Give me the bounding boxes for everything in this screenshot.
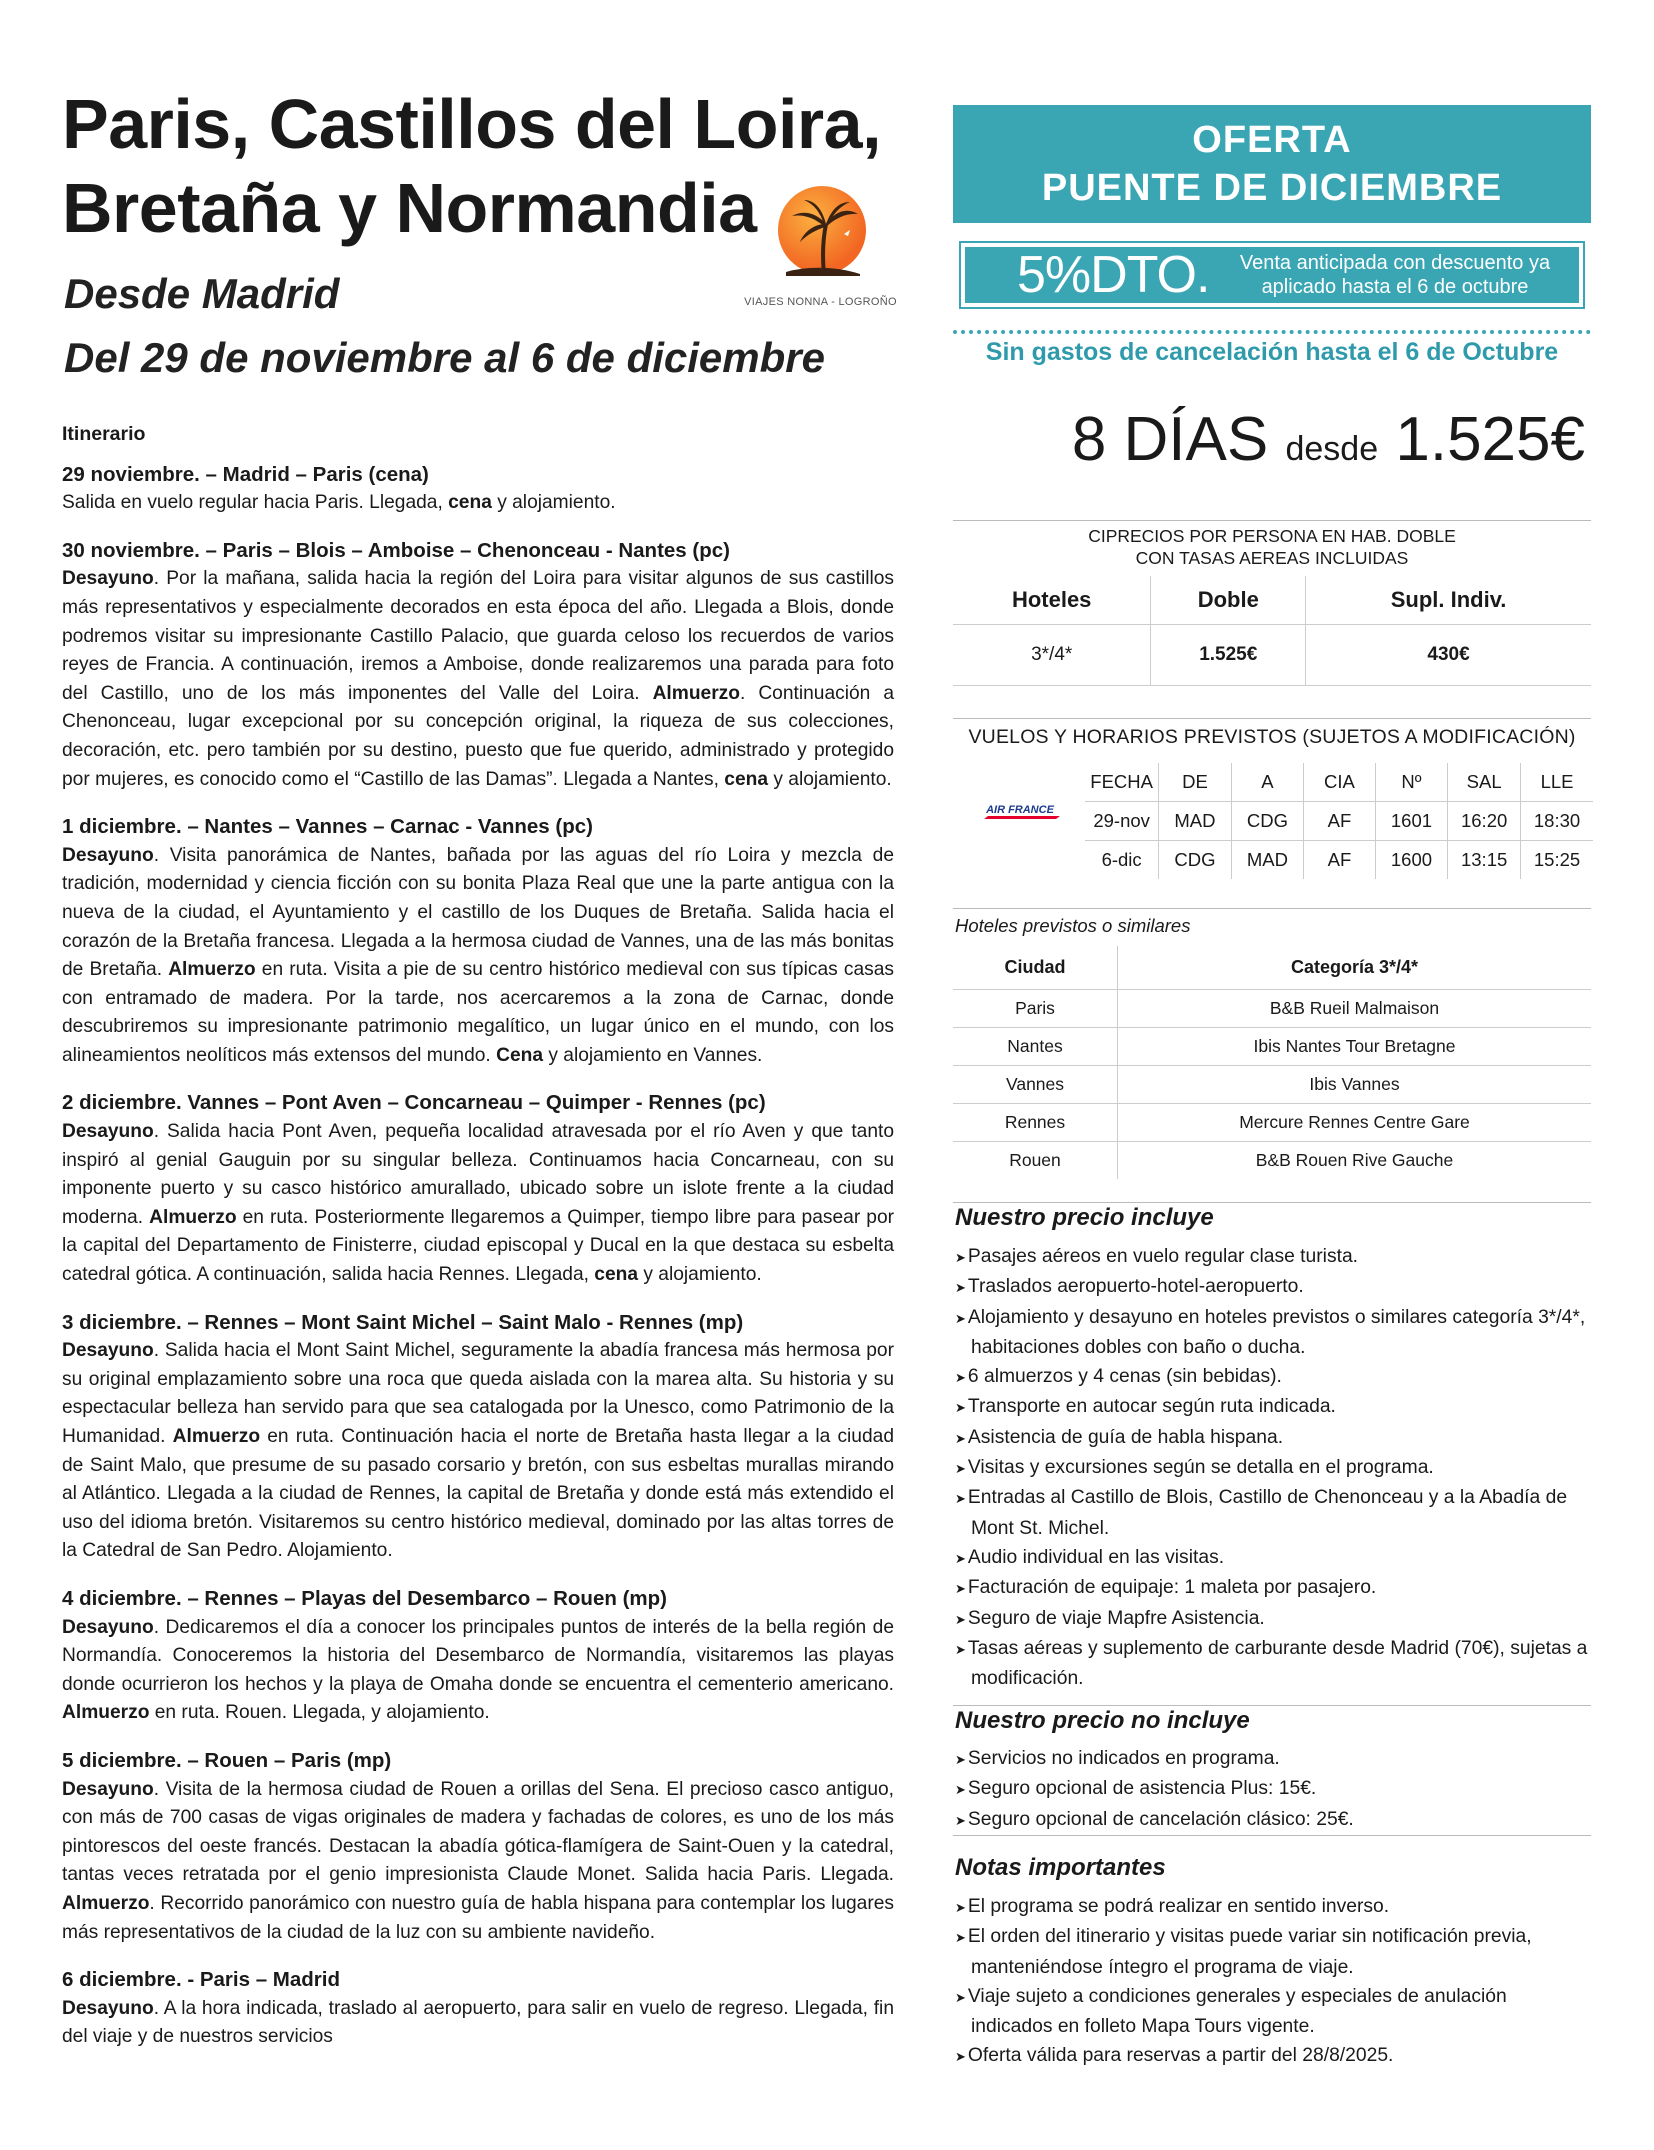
table-cell: 16:20 [1448, 802, 1521, 841]
divider [953, 908, 1591, 909]
day-description: Desayuno. Visita panorámica de Nantes, bañada por las aguas del río Loira y mezcla de tradición, modernidad y ciencia ficción con su bonita Plaza Real que une la parte antigua con la nueva de la ciudad, el Ayuntamiento y el castillo de los Duques de Bretaña. Salida hacia el corazón de la Bretaña francesa. Llegada a la hermosa ciudad de Vannes, una de las más bonitas de Bretaña. Almuerzo en ruta. Visita a pie de su centro histórico medieval con sus típicas casas con entramado de madera. Por la tarde, nos acercaremos a la zona de Carnac, donde descubriremos su impresionante patrimonio megalítico, un lugar único en el mundo, con los alineamientos neolíticos más extensos del mundo. Cena y alojamiento en Vannes. [62, 844, 894, 1066]
list-item: ➤ Traslados aeropuerto-hotel-aeropuerto. [955, 1272, 1591, 1302]
divider [953, 1835, 1591, 1836]
agency-logo [728, 186, 913, 316]
table-header-row [953, 576, 1591, 625]
table-cell: Mercure Rennes Centre Gare [1118, 1104, 1592, 1142]
list-item: ➤ Alojamiento y desayuno en hoteles previstos o similares categoría 3*/4*, habitaciones dobles con baño o ducha. [955, 1303, 1591, 1363]
day-description: Desayuno. A la hora indicada, traslado al aeropuerto, para salir en vuelo de regreso. Llegada, fin del viaje y de nuestros servicios [62, 1997, 894, 2048]
offer-name: PUENTE DE DICIEMBRE [1041, 167, 1503, 209]
logo-text: VIAJES NONNA - LOGROÑO [744, 296, 897, 308]
day-description: Desayuno. Dedicaremos el día a conocer los principales puntos de interés de la bella región de Normandía. Conoceremos la historia del Desembarco de Normandía, visitaremos las playas donde ocurrieron los hechos y la playa de Omaha donde se encuentra el cementerio americano. Almuerzo en ruta. Rouen. Llegada, y alojamiento. [62, 1616, 894, 1724]
list-item: ➤ Seguro de viaje Mapfre Asistencia. [955, 1604, 1591, 1634]
table-cell: 430€ [1306, 625, 1591, 686]
table-cell: 3*/4* [953, 625, 1151, 686]
offer-banner [953, 105, 1591, 223]
day-title: 30 noviembre. – Paris – Blois – Amboise – Chenonceau - Nantes (pc) [62, 538, 730, 562]
day-title: 4 diciembre. – Rennes – Playas del Desembarco – Rouen (mp) [62, 1586, 667, 1610]
list-item: ➤ Seguro opcional de cancelación clásico: 25€. [955, 1805, 1591, 1835]
itinerary-day [62, 537, 894, 794]
divider [953, 520, 1591, 521]
list-item: ➤ 6 almuerzos y 4 cenas (sin bebidas). [955, 1362, 1591, 1392]
title-line-1: Paris, Castillos del Loira, [62, 85, 882, 163]
air-france-logo [968, 802, 1072, 822]
day-title: 6 diciembre. - Paris – Madrid [62, 1968, 340, 1992]
table-cell: MAD [1159, 802, 1231, 841]
discount-percent: 5%DTO. [1017, 246, 1210, 304]
table-row [1085, 841, 1593, 880]
column-header: SAL [1448, 763, 1521, 802]
day-description: Desayuno. Salida hacia Pont Aven, pequeña localidad atravesada por el río Aven y que tanto inspiró al genial Gauguin por su singular belleza. Continuamos hacia Concarneau, con su imponente puerto y su casco histórico amurallado, ubicado sobre un islote frente a la ciudad moderna. Almuerzo en ruta. Posteriormente llegaremos a Quimper, tiempo libre para pasear por la capital del Departamento de Finisterre, ciudad episcopal y Ducal en la que destaca su esbelta catedral gótica. A continuación, salida hacia Rennes. Llegada, cena y alojamiento. [62, 1121, 895, 1286]
divider [953, 718, 1591, 719]
list-item: ➤ Facturación de equipaje: 1 maleta por pasajero. [955, 1573, 1591, 1603]
day-title: 29 noviembre. – Madrid – Paris (cena) [62, 462, 429, 486]
list-item: ➤ Seguro opcional de asistencia Plus: 15€. [955, 1774, 1591, 1804]
table-cell: Nantes [953, 1028, 1118, 1066]
origin-subtitle: Desde Madrid [64, 270, 340, 317]
list-item: ➤ Pasajes aéreos en vuelo regular clase turista. [955, 1242, 1591, 1272]
airline-name: AIR FRANCE [986, 804, 1054, 816]
prices-caption-line: CIPRECIOS POR PERSONA EN HAB. DOBLE [1088, 526, 1456, 546]
day-description: Salida en vuelo regular hacia Paris. Llegada, cena y alojamiento. [62, 492, 616, 514]
table-header-row [1085, 763, 1593, 802]
column-header: Categoría 3*/4* [1290, 957, 1419, 977]
table-cell: Ibis Vannes [1118, 1066, 1592, 1104]
column-header: Doble [1151, 576, 1306, 625]
divider [953, 1705, 1591, 1706]
includes-title: Nuestro precio incluye [955, 1204, 1214, 1231]
price-amount: 1.525€ [1395, 405, 1585, 474]
column-header: DE [1159, 763, 1231, 802]
prices-caption-line: CON TASAS AEREAS INCLUIDAS [1135, 548, 1409, 568]
table-row [953, 1066, 1591, 1104]
list-item: ➤ El programa se podrá realizar en sentido inverso. [955, 1892, 1591, 1922]
list-item: ➤ Oferta válida para reservas a partir del 28/8/2025. [955, 2041, 1591, 2071]
price-headline [953, 400, 1585, 489]
list-item: ➤ Viaje sujeto a condiciones generales y especiales de anulación indicados en folleto Mapa Tours vigente. [955, 1982, 1591, 2042]
excludes-title: Nuestro precio no incluye [955, 1707, 1250, 1734]
excludes-list [955, 1744, 1591, 1835]
table-cell: Vannes [953, 1066, 1118, 1104]
day-title: 1 diciembre. – Nantes – Vannes – Carnac - Vannes (pc) [62, 815, 593, 839]
flights-caption: VUELOS Y HORARIOS PREVISTOS (SUJETOS A MODIFICACIÓN) [968, 726, 1576, 748]
dates-subtitle: Del 29 de noviembre al 6 de diciembre [64, 334, 825, 381]
itinerary-day [62, 1585, 894, 1728]
table-cell: 13:15 [1448, 841, 1521, 880]
list-item: ➤ Transporte en autocar según ruta indicada. [955, 1392, 1591, 1422]
itinerary-day [62, 1089, 894, 1289]
table-cell: CDG [1231, 802, 1303, 841]
table-cell: B&B Rouen Rive Gauche [1118, 1142, 1592, 1180]
prices-caption [953, 525, 1591, 569]
no-cancellation-note: Sin gastos de cancelación hasta el 6 de Octubre [985, 338, 1559, 366]
title-line-2: Bretaña y Normandia [62, 169, 757, 247]
palm-tree-icon [786, 194, 860, 276]
hotels-caption: Hoteles previstos o similares [955, 915, 1191, 936]
day-title: 2 diciembre. Vannes – Pont Aven – Concarneau – Quimper - Rennes (pc) [62, 1091, 766, 1115]
table-cell: 6-dic [1085, 841, 1159, 880]
itinerary-day [62, 1309, 894, 1566]
table-cell: Rouen [953, 1142, 1118, 1180]
discount-box [959, 241, 1585, 309]
list-item: ➤ Tasas aéreas y suplemento de carburante desde Madrid (70€), sujetas a modificación. [955, 1634, 1591, 1694]
column-header: Hoteles [1011, 587, 1092, 612]
day-description: Desayuno. Por la mañana, salida hacia la región del Loira para visitar algunos de sus castillos más representativos y especialmente decorados en esta época del año. Llegada a Blois, donde podremos visitar su impresionante Castillo Palacio, que guarda celoso los recuerdos de varios reyes de Francia. A continuación, iremos a Amboise, donde realizaremos una parada para foto del Castillo, uno de los más imponentes del Valle del Loira. Almuerzo. Continuación a Chenonceau, lugar excepcional por su concepción original, la riqueza de sus colecciones, decoración, etc. pero también por su destino, puesto que fue querido, administrado y protegido por mujeres, es conocido como el “Castillo de las Damas”. Llegada a Nantes, cena y alojamiento. [62, 568, 894, 790]
column-header: A [1231, 763, 1303, 802]
table-cell: 1600 [1375, 841, 1447, 880]
itinerary-day [62, 461, 894, 518]
table-cell: Rennes [953, 1104, 1118, 1142]
itinerary-day [62, 1966, 894, 2052]
discount-description: Venta anticipada con descuento ya aplicado hasta el 6 de octubre [1239, 252, 1551, 298]
table-row [1085, 802, 1593, 841]
discount-box-inner [965, 247, 1579, 303]
day-title: 5 diciembre. – Rouen – Paris (mp) [62, 1748, 392, 1772]
hotels-table [953, 946, 1591, 1179]
table-cell: 29-nov [1085, 802, 1159, 841]
list-item: ➤ Audio individual en las visitas. [955, 1543, 1591, 1573]
prices-table [953, 576, 1591, 686]
trip-duration: 8 DÍAS [1071, 405, 1269, 474]
table-cell: 18:30 [1521, 802, 1593, 841]
column-header: FECHA [1090, 771, 1153, 792]
day-title: 3 diciembre. – Rennes – Mont Saint Michel – Saint Malo - Rennes (mp) [62, 1310, 744, 1334]
table-row [953, 1104, 1591, 1142]
offer-label: OFERTA [1192, 119, 1352, 161]
column-header: CIA [1304, 763, 1376, 802]
table-cell: Paris [953, 990, 1118, 1028]
column-header: LLE [1521, 763, 1593, 802]
list-item: ➤ Visitas y excursiones según se detalla en el programa. [955, 1453, 1591, 1483]
day-description: Desayuno. Salida hacia el Mont Saint Michel, seguramente la abadía francesa más hermosa por su original emplazamiento sobre una roca que queda aislada con la marea alta. Su historia y su espectacular belleza han servido para que sea catalogada por la Unesco, como Patrimonio de la Humanidad. Almuerzo en ruta. Continuación hacia el norte de Bretaña hasta llegar a la ciudad de Saint Malo, que presume de su pasado corsario y bretón, con sus esbeltas murallas mirando al Atlántico. Llegada a la ciudad de Rennes, la capital de Bretaña y donde está más extendido el uso del idioma bretón. Visitaremos su centro histórico medieval, dominado por las altas torres de la Catedral de San Pedro. Alojamiento. [62, 1340, 894, 1562]
list-item: ➤ El orden del itinerario y visitas puede variar sin notificación previa, manteniéndose íntegro el programa de viaje. [955, 1922, 1591, 1982]
table-cell: AF [1304, 802, 1376, 841]
table-header-row [953, 946, 1591, 990]
day-description: Desayuno. Visita de la hermosa ciudad de Rouen a orillas del Sena. El precioso casco antiguo, con más de 700 casas de vigas originales de madera y fachadas de colores, es uno de los más pintorescos del oeste francés. Destacan la abadía gótica-flamígera de Saint-Ouen y la catedral, tantas veces retratada por el genio impresionista Claude Monet. Salida hacia Paris. Llegada. Almuerzo. Recorrido panorámico con nuestro guía de habla hispana para contemplar los lugares más representativos de la ciudad de la luz con su ambiente navideño. [62, 1778, 894, 1943]
table-row [953, 625, 1591, 686]
itinerary-day [62, 813, 894, 1070]
table-cell: 15:25 [1521, 841, 1593, 880]
dotted-divider [953, 330, 1591, 334]
column-header: Ciudad [953, 946, 1118, 990]
table-cell: MAD [1231, 841, 1303, 880]
itinerary-day [62, 1747, 894, 1947]
table-cell: 1.525€ [1151, 625, 1306, 686]
table-cell: B&B Rueil Malmaison [1118, 990, 1592, 1028]
itinerary-heading: Itinerario [62, 423, 146, 445]
itinerary [62, 420, 894, 2071]
table-cell: Ibis Nantes Tour Bretagne [1118, 1028, 1592, 1066]
table-cell: AF [1304, 841, 1376, 880]
list-item: ➤ Entradas al Castillo de Blois, Castillo de Chenonceau y a la Abadía de Mont St. Michel. [955, 1483, 1591, 1543]
flights-table [1085, 763, 1593, 879]
includes-list [955, 1242, 1591, 1693]
table-cell: 1601 [1375, 802, 1447, 841]
price-from-label: desde [1285, 430, 1379, 468]
list-item: ➤ Servicios no indicados en programa. [955, 1744, 1591, 1774]
divider [953, 1202, 1591, 1203]
table-row [953, 1142, 1591, 1180]
notes-list [955, 1892, 1591, 2072]
table-row [953, 990, 1591, 1028]
table-row [953, 1028, 1591, 1066]
table-cell: CDG [1159, 841, 1231, 880]
notes-title: Notas importantes [955, 1854, 1166, 1881]
column-header: Nº [1375, 763, 1447, 802]
list-item: ➤ Asistencia de guía de habla hispana. [955, 1423, 1591, 1453]
column-header: Supl. Indiv. [1306, 576, 1591, 625]
